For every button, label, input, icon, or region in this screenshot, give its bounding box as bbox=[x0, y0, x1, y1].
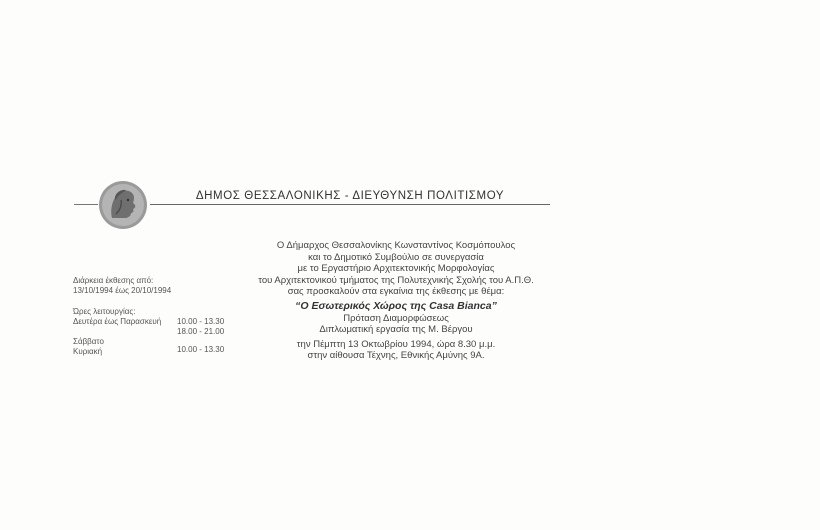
weekend-hours: 10.00 - 13.30 bbox=[177, 345, 225, 354]
coin-profile-emblem-icon bbox=[98, 180, 148, 230]
invitation-line-5: σας προσκαλούν στα εγκαίνια της έκθεσης με θέμα: bbox=[287, 286, 505, 298]
exhibition-title: “Ο Εσωτερικός Χώρος της Casa Bianca” bbox=[295, 299, 497, 312]
sunday-label: Κυριακή bbox=[73, 347, 103, 356]
header-rule-right bbox=[150, 204, 550, 205]
header-title: ΔΗΜΟΣ ΘΕΣΣΑΛΟΝΙΚΗΣ - ΔΙΕΥΘΥΝΣΗ ΠΟΛΙΤΙΣΜΟΥ bbox=[195, 190, 505, 202]
invitation-line-3: με το Εργαστήριο Αρχιτεκτονικής Μορφολογίας bbox=[297, 263, 495, 275]
author-line: Διπλωματική εργασία της Μ. Βέργου bbox=[319, 324, 473, 336]
weekdays-evening-hours: 18.00 - 21.00 bbox=[177, 327, 225, 336]
invitation-line-4: του Αρχιτεκτονικού τμήματος της Πολυτεχνικής Σχολής του Α.Π.Θ. bbox=[258, 274, 534, 286]
hours-label: Ώρες λειτουργίας: bbox=[73, 307, 136, 316]
venue-line: στην αίθουσα Τέχνης, Εθνικής Αμύνης 9Α. bbox=[307, 350, 485, 362]
header-rule-left bbox=[74, 204, 98, 205]
duration-label: Διάρκεια έκθεσης από: bbox=[73, 276, 154, 285]
duration-dates: 13/10/1994 έως 20/10/1994 bbox=[73, 286, 172, 295]
date-line: την Πέμπτη 13 Οκτωβρίου 1994, ώρα 8.30 μ.μ. bbox=[296, 338, 496, 350]
weekdays-morning-hours: 10.00 - 13.30 bbox=[177, 317, 225, 326]
weekdays-label: Δευτέρα έως Παρασκευή bbox=[73, 317, 162, 326]
saturday-label: Σάββατο bbox=[73, 337, 104, 346]
invitation-line-2: και το Δημοτικό Συμβούλιο σε συνεργασία bbox=[308, 251, 484, 263]
invitation-text bbox=[220, 240, 572, 362]
exhibition-subtitle: Πρόταση Διαμορφώσεως bbox=[343, 312, 449, 324]
invitation-line-1: Ο Δήμαρχος Θεσσαλονίκης Κωνσταντίνος Κοσμόπουλος bbox=[276, 240, 516, 251]
